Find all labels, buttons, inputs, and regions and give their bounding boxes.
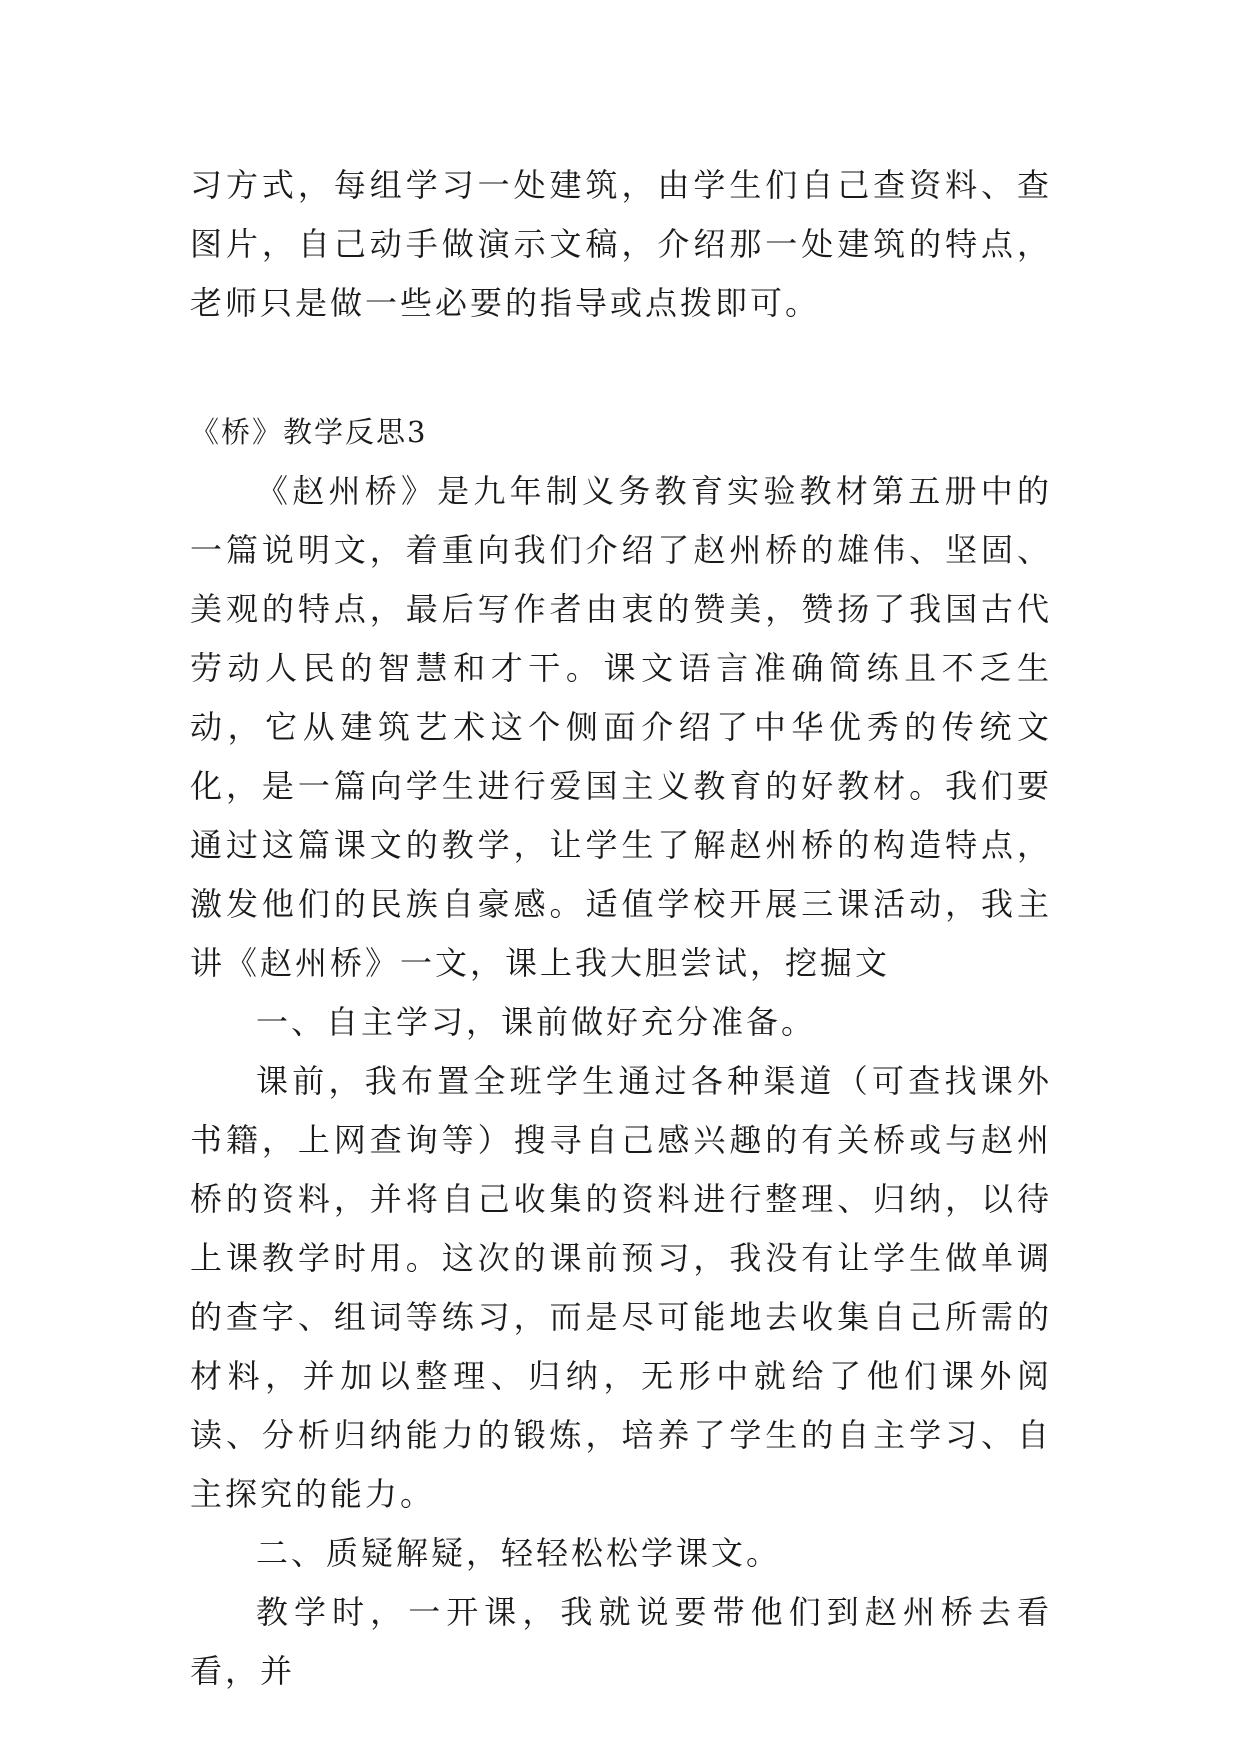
continuation-text-block <box>190 156 1052 333</box>
paragraph-intro: 《赵州桥》是九年制义务教育实验教材第五册中的一篇说明文，着重向我们介绍了赵州桥的雄伟、坚固、美观的特点，最后写作者由衷的赞美，赞扬了我国古代劳动人民的智慧和才干。课文语言准确简练且不乏生动，它从建筑艺术这个侧面介绍了中华优秀的传统文化，是一篇向学生进行爱国主义教育的好教材。我们要通过这篇课文的教学，让学生了解赵州桥的构造特点，激发他们的民族自豪感。适值学校开展三课活动，我主讲《赵州桥》一文，课上我大胆尝试，挖掘文 <box>190 472 1052 982</box>
paragraph-self-study: 课前，我布置全班学生通过各种渠道（可查找课外书籍，上网查询等）搜寻自己感兴趣的有关桥或与赵州桥的资料，并将自己收集的资料进行整理、归纳，以待上课教学时用。这次的课前预习，我没有让学生做单调的查字、组词等练习，而是尽可能地去收集自己所需的材料，并加以整理、归纳，无形中就给了他们课外阅读、分析归纳能力的锻炼，培养了学生的自主学习、自主探究的能力。 <box>190 1062 1052 1513</box>
subheading-question-solving: 二、质疑解疑，轻轻松松学课文。 <box>256 1534 782 1572</box>
section-title: 《桥》教学反思3 <box>190 415 428 449</box>
subheading-self-study: 一、自主学习，课前做好充分准备。 <box>256 1003 817 1041</box>
paragraph-teaching: 教学时，一开课，我就说要带他们到赵州桥去看看，并 <box>190 1593 1052 1690</box>
section-body <box>190 403 1052 1701</box>
continuation-paragraph: 习方式，每组学习一处建筑，由学生们自己查资料、查图片，自己动手做演示文稿，介绍那一处建筑的特点，老师只是做一些必要的指导或点拨即可。 <box>190 166 1052 322</box>
